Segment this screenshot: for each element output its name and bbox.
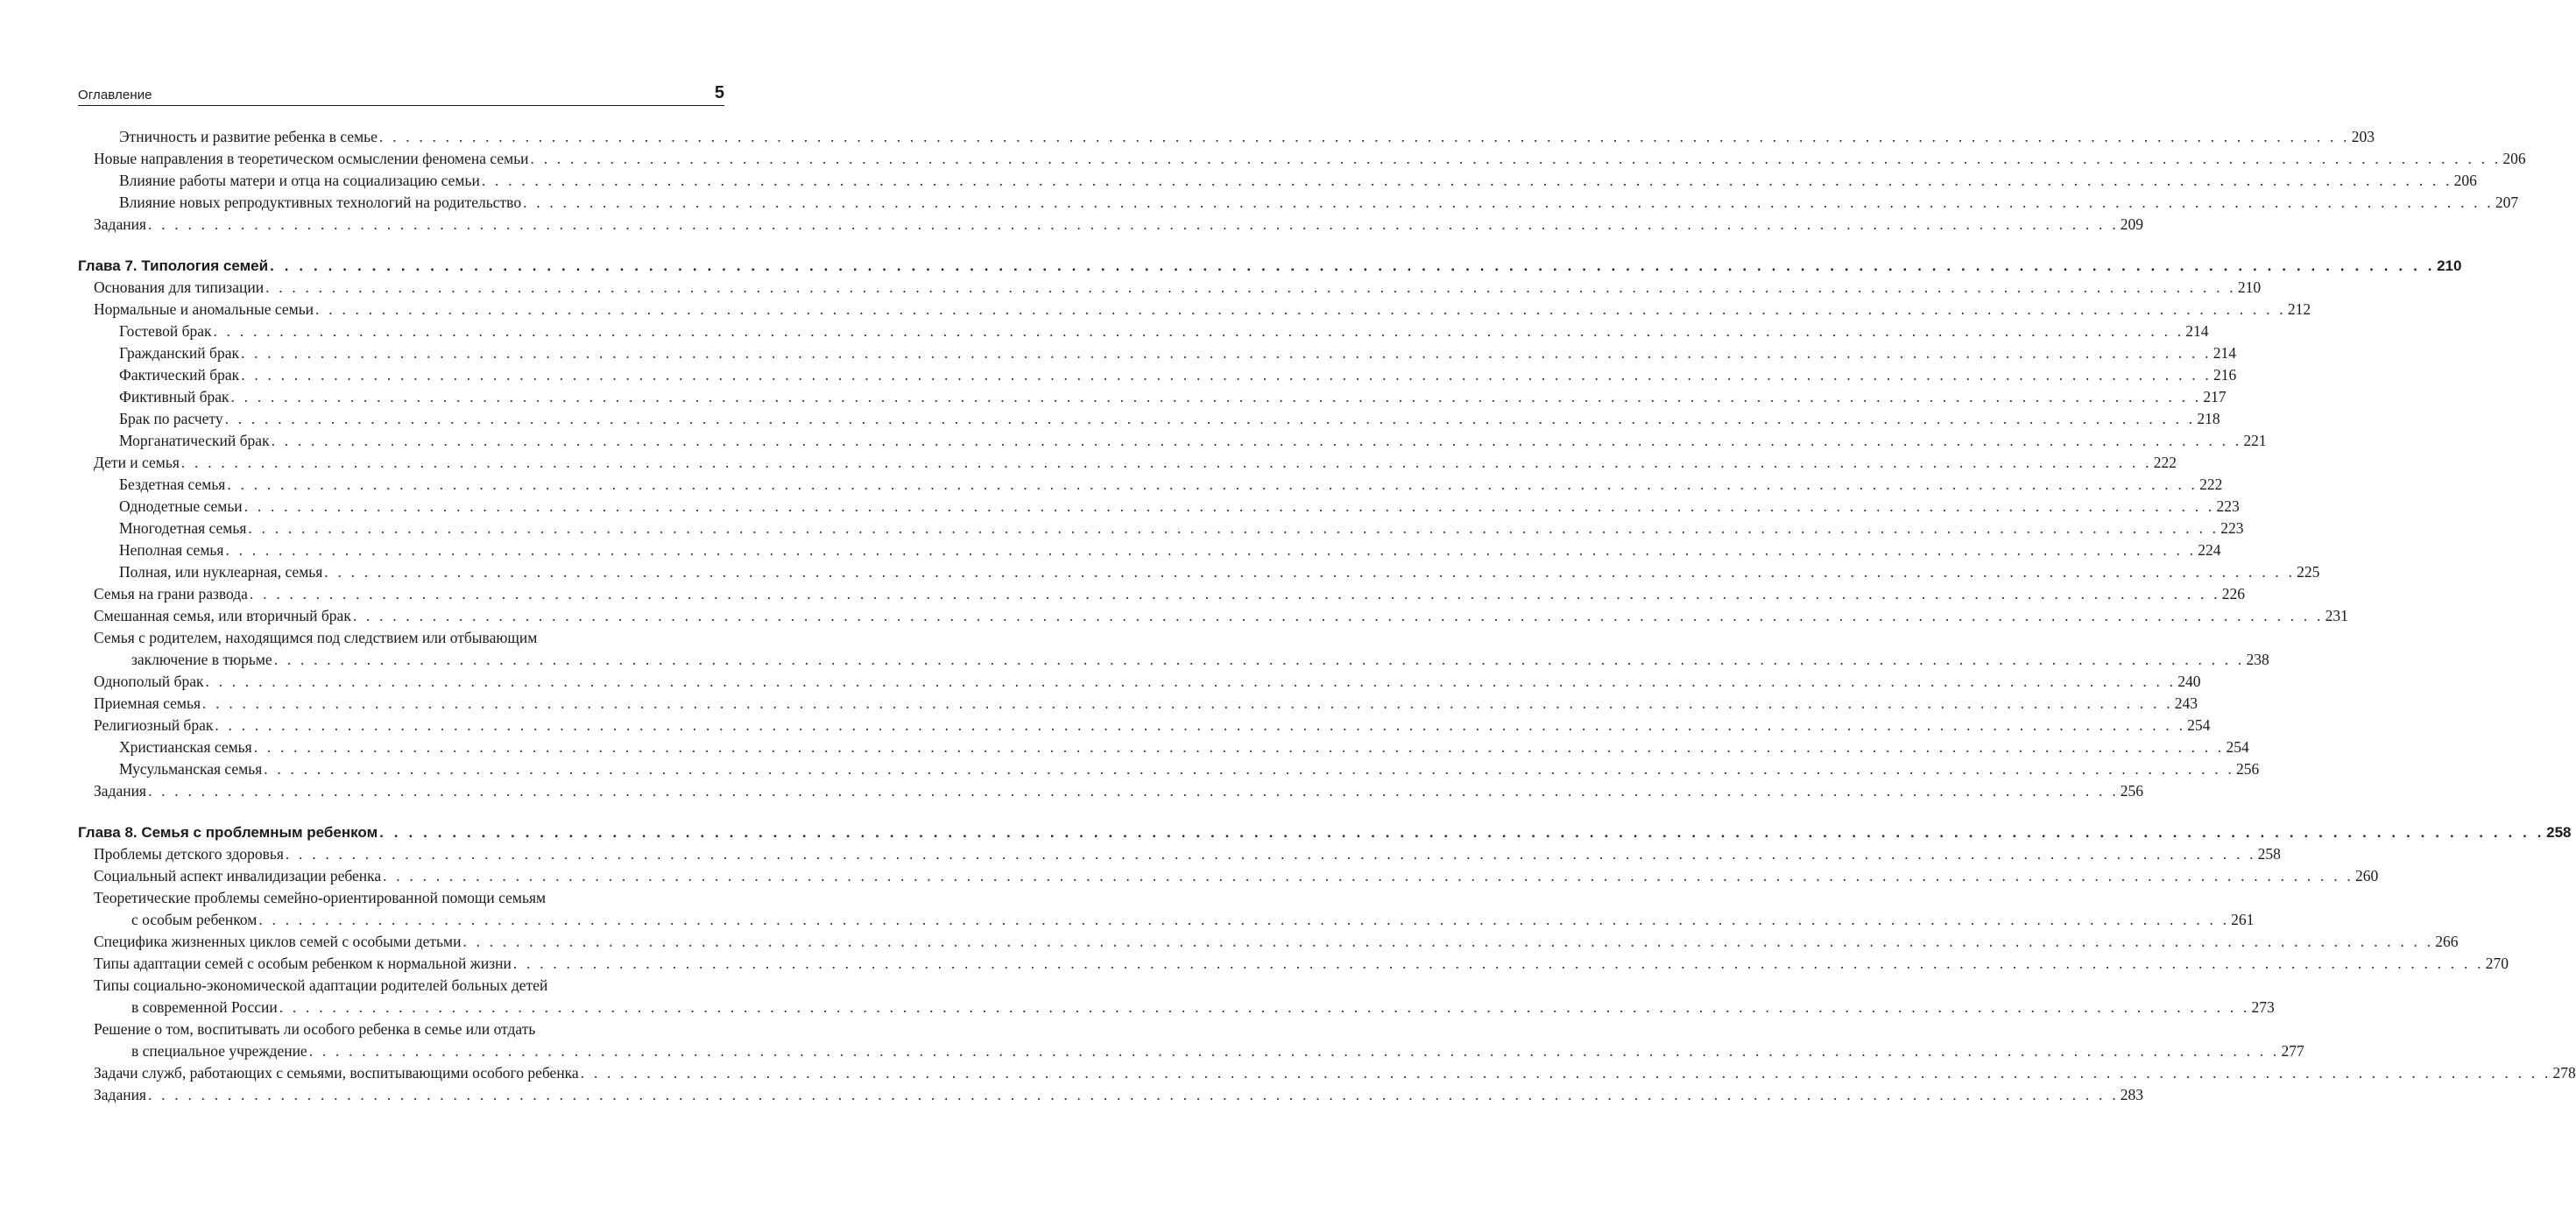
toc-entry <box>78 693 2198 715</box>
toc-entry-page: 212 <box>2287 300 2311 318</box>
toc-entry-page: 260 <box>2354 867 2379 884</box>
toc-entry <box>78 561 2320 583</box>
toc-entry <box>78 758 2260 780</box>
toc-entry-page: 254 <box>2226 738 2249 756</box>
toc-entry-page: 240 <box>2177 673 2201 690</box>
toc-entry <box>78 865 2379 887</box>
dot-leader: . . . . . . . . . . . . . . . . . . . . . . . . . . . . . . . . . . . . . . . . . . . . . . . . . . . . . . . . . . . . . . . . . . . . . . . . . . . . . . . . . . . . . . . . . . . . . . . . . . . . . . . . . . . . . . . . . . . . . . . . . . . . . . . . . . . . . . . . . . . . . . . . . . . . . <box>523 194 2494 211</box>
toc-entry <box>78 148 2526 170</box>
toc-entry-title: Задания <box>94 215 146 233</box>
toc-entry <box>78 843 2281 865</box>
toc-entry <box>78 430 2267 452</box>
toc-entry-title: Новые направления в теоретическом осмыслении феномена семьи <box>94 150 529 167</box>
dot-leader: . . . . . . . . . . . . . . . . . . . . . . . . . . . . . . . . . . . . . . . . . . . . . . . . . . . . . . . . . . . . . . . . . . . . . . . . . . . . . . . . . . . . . . . . . . . . . . . . . . . . . . . . . . . . . . . . . . . . . . . . . . . . . . . . . . . . . . . . . . . . . . . . . . . . . <box>241 366 2212 384</box>
toc-entry-page: 238 <box>2246 651 2269 668</box>
toc-chapter-title: Глава 8. Семья с проблемным ребенком <box>78 824 378 841</box>
toc-entry-title: Неполная семья <box>119 541 224 559</box>
toc-entry-page: 203 <box>2351 128 2375 145</box>
toc-entry-page: 222 <box>2153 454 2177 471</box>
toc-entry <box>78 452 2177 474</box>
toc-entry-page: 209 <box>2120 215 2144 233</box>
running-head <box>78 84 724 106</box>
toc-entry-page: 207 <box>2495 194 2519 211</box>
toc-entry <box>78 671 2201 693</box>
toc-entry-title: Фиктивный брак <box>119 388 229 405</box>
toc-entry <box>78 321 2209 342</box>
toc-entry <box>78 386 2227 408</box>
toc-entry-page: 254 <box>2187 716 2211 734</box>
dot-leader: . . . . . . . . . . . . . . . . . . . . . . . . . . . . . . . . . . . . . . . . . . . . . . . . . . . . . . . . . . . . . . . . . . . . . . . . . . . . . . . . . . . . . . . . . . . . . . . . . . . . . . . . . . . . . . . . . . . . . . . . . . . . . . . . . . . . . . . . . . . . . . . . . . . . . <box>213 322 2184 340</box>
toc-chapter-heading <box>78 255 2462 277</box>
toc-entry-title: Влияние новых репродуктивных технологий на родительство <box>119 194 522 211</box>
toc-entry <box>78 736 2249 758</box>
toc-entry <box>78 192 2519 214</box>
dot-leader: . . . . . . . . . . . . . . . . . . . . . . . . . . . . . . . . . . . . . . . . . . . . . . . . . . . . . . . . . . . . . . . . . . . . . . . . . . . . . . . . . . . . . . . . . . . . . . . . . . . . . . . . . . . . . . . . . . . . . . . . . . . . . . . . . . . . . . . . . . . . . . . . . . . . . <box>148 782 2119 800</box>
toc-chapter-page: 210 <box>2437 257 2462 274</box>
toc-entry <box>78 1062 2576 1084</box>
toc-entry <box>78 1084 2144 1106</box>
dot-leader: . . . . . . . . . . . . . . . . . . . . . . . . . . . . . . . . . . . . . . . . . . . . . . . . . . . . . . . . . . . . . . . . . . . . . . . . . . . . . . . . . . . . . . . . . . . . . . . . . . . . . . . . . . . . . . . . . . . . . . . . . . . . . . . . . . . . . . . . . . . . . . . . . . . . . <box>248 519 2220 537</box>
toc-entry <box>78 214 2144 236</box>
toc-entry-page: 206 <box>2502 150 2526 167</box>
dot-leader: . . . . . . . . . . . . . . . . . . . . . . . . . . . . . . . . . . . . . . . . . . . . . . . . . . . . . . . . . . . . . . . . . . . . . . . . . . . . . . . . . . . . . . . . . . . . . . . . . . . . . . . . . . . . . . . . . . . . . . . . . . . . . . . . . . . . . . . . . . . . . . . . . . . . . <box>379 824 2545 841</box>
dot-leader: . . . . . . . . . . . . . . . . . . . . . . . . . . . . . . . . . . . . . . . . . . . . . . . . . . . . . . . . . . . . . . . . . . . . . . . . . . . . . . . . . . . . . . . . . . . . . . . . . . . . . . . . . . . . . . . . . . . . . . . . . . . . . . . . . . . . . . . . . . . . . . . . . . . . . <box>324 563 2296 581</box>
dot-leader: . . . . . . . . . . . . . . . . . . . . . . . . . . . . . . . . . . . . . . . . . . . . . . . . . . . . . . . . . . . . . . . . . . . . . . . . . . . . . . . . . . . . . . . . . . . . . . . . . . . . . . . . . . . . . . . . . . . . . . . . . . . . . . . . . . . . . . . . . . . . . . . . . . . . . <box>273 651 2245 668</box>
dot-leader: . . . . . . . . . . . . . . . . . . . . . . . . . . . . . . . . . . . . . . . . . . . . . . . . . . . . . . . . . . . . . . . . . . . . . . . . . . . . . . . . . . . . . . . . . . . . . . . . . . . . . . . . . . . . . . . . . . . . . . . . . . . . . . . . . . . . . . . . . . . . . . . . . . . . . <box>148 1086 2119 1103</box>
dot-leader: . . . . . . . . . . . . . . . . . . . . . . . . . . . . . . . . . . . . . . . . . . . . . . . . . . . . . . . . . . . . . . . . . . . . . . . . . . . . . . . . . . . . . . . . . . . . . . . . . . . . . . . . . . . . . . . . . . . . . . . . . . . . . . . . . . . . . . . . . . . . . . . . . . . . . <box>205 673 2177 690</box>
toc-entry-title: Мусульманская семья <box>119 760 263 778</box>
dot-leader: . . . . . . . . . . . . . . . . . . . . . . . . . . . . . . . . . . . . . . . . . . . . . . . . . . . . . . . . . . . . . . . . . . . . . . . . . . . . . . . . . . . . . . . . . . . . . . . . . . . . . . . . . . . . . . . . . . . . . . . . . . . . . . . . . . . . . . . . . . . . . . . . . . . . . <box>352 607 2324 624</box>
dot-leader: . . . . . . . . . . . . . . . . . . . . . . . . . . . . . . . . . . . . . . . . . . . . . . . . . . . . . . . . . . . . . . . . . . . . . . . . . . . . . . . . . . . . . . . . . . . . . . . . . . . . . . . . . . . . . . . . . . . . . . . . . . . . . . . . . . . . . . . . . . . . . . . . . . . . . <box>279 998 2250 1016</box>
toc-entry-title: Брак по расчету <box>119 410 223 427</box>
dot-leader: . . . . . . . . . . . . . . . . . . . . . . . . . . . . . . . . . . . . . . . . . . . . . . . . . . . . . . . . . . . . . . . . . . . . . . . . . . . . . . . . . . . . . . . . . . . . . . . . . . . . . . . . . . . . . . . . . . . . . . . . . . . . . . . . . . . . . . . . . . . . . . . . . . . . . <box>308 1042 2280 1060</box>
toc-entry <box>78 518 2244 539</box>
toc-entry <box>78 539 2221 561</box>
toc-entry <box>78 931 2459 953</box>
toc-entry-page: 206 <box>2453 172 2477 189</box>
toc-entry <box>78 583 2245 605</box>
toc-entry-page: 216 <box>2213 366 2237 384</box>
toc-entry-page: 256 <box>2236 760 2260 778</box>
dot-leader: . . . . . . . . . . . . . . . . . . . . . . . . . . . . . . . . . . . . . . . . . . . . . . . . . . . . . . . . . . . . . . . . . . . . . . . . . . . . . . . . . . . . . . . . . . . . . . . . . . . . . . . . . . . . . . . . . . . . . . . . . . . . . . . . . . . . . . . . . . . . . . . . . . . . . <box>230 388 2202 405</box>
dot-leader: . . . . . . . . . . . . . . . . . . . . . . . . . . . . . . . . . . . . . . . . . . . . . . . . . . . . . . . . . . . . . . . . . . . . . . . . . . . . . . . . . . . . . . . . . . . . . . . . . . . . . . . . . . . . . . . . . . . . . . . . . . . . . . . . . . . . . . . . . . . . . . . . . . . . . <box>249 585 2220 602</box>
dot-leader: . . . . . . . . . . . . . . . . . . . . . . . . . . . . . . . . . . . . . . . . . . . . . . . . . . . . . . . . . . . . . . . . . . . . . . . . . . . . . . . . . . . . . . . . . . . . . . . . . . . . . . . . . . . . . . . . . . . . . . . . . . . . . . . . . . . . . . . . . . . . . . . . . . . . . <box>258 911 2230 928</box>
toc-entry-page: 221 <box>2243 432 2267 449</box>
toc-entry-page: 222 <box>2199 476 2223 493</box>
toc-entry-title: Семья с родителем, находящимся под следствием или отбывающим <box>94 629 538 646</box>
dot-leader: . . . . . . . . . . . . . . . . . . . . . . . . . . . . . . . . . . . . . . . . . . . . . . . . . . . . . . . . . . . . . . . . . . . . . . . . . . . . . . . . . . . . . . . . . . . . . . . . . . . . . . . . . . . . . . . . . . . . . . . . . . . . . . . . . . . . . . . . . . . . . . . . . . . . . <box>271 432 2242 449</box>
toc-entry-first-line <box>78 887 724 909</box>
toc-entry-title: Семья на грани развода <box>94 585 248 602</box>
toc-entry-page: 226 <box>2221 585 2245 602</box>
toc-entry-title: Христианская семья <box>119 738 252 756</box>
dot-leader: . . . . . . . . . . . . . . . . . . . . . . . . . . . . . . . . . . . . . . . . . . . . . . . . . . . . . . . . . . . . . . . . . . . . . . . . . . . . . . . . . . . . . . . . . . . . . . . . . . . . . . . . . . . . . . . . . . . . . . . . . . . . . . . . . . . . . . . . . . . . . . . . . . . . . <box>225 541 2197 559</box>
toc-entry-title: Фактический брак <box>119 366 240 384</box>
toc-entry-title: Задания <box>94 1086 146 1103</box>
toc-chapter-title: Глава 7. Типология семей <box>78 257 269 274</box>
dot-leader: . . . . . . . . . . . . . . . . . . . . . . . . . . . . . . . . . . . . . . . . . . . . . . . . . . . . . . . . . . . . . . . . . . . . . . . . . . . . . . . . . . . . . . . . . . . . . . . . . . . . . . . . . . . . . . . . . . . . . . . . . . . . . . . . . . . . . . . . . . . . . . . . . . . . . <box>148 215 2119 233</box>
dot-leader: . . . . . . . . . . . . . . . . . . . . . . . . . . . . . . . . . . . . . . . . . . . . . . . . . . . . . . . . . . . . . . . . . . . . . . . . . . . . . . . . . . . . . . . . . . . . . . . . . . . . . . . . . . . . . . . . . . . . . . . . . . . . . . . . . . . . . . . . . . . . . . . . . . . . . <box>462 933 2434 950</box>
toc-entry <box>78 496 2240 518</box>
toc-entry-page: 214 <box>2185 322 2209 340</box>
toc-entry-title: Полная, или нуклеарная, семья <box>119 563 323 581</box>
toc-entry <box>78 126 2375 148</box>
toc-entry-title: Нормальные и аномальные семьи <box>94 300 314 318</box>
toc-entry-first-line <box>78 1018 724 1040</box>
toc-entry-continuation <box>78 649 2269 671</box>
dot-leader: . . . . . . . . . . . . . . . . . . . . . . . . . . . . . . . . . . . . . . . . . . . . . . . . . . . . . . . . . . . . . . . . . . . . . . . . . . . . . . . . . . . . . . . . . . . . . . . . . . . . . . . . . . . . . . . . . . . . . . . . . . . . . . . . . . . . . . . . . . . . . . . . . . . . . <box>243 497 2215 515</box>
toc-entry-title: Решение о том, воспитывать ли особого ребенка в семье или отдать <box>94 1020 536 1038</box>
dot-leader: . . . . . . . . . . . . . . . . . . . . . . . . . . . . . . . . . . . . . . . . . . . . . . . . . . . . . . . . . . . . . . . . . . . . . . . . . . . . . . . . . . . . . . . . . . . . . . . . . . . . . . . . . . . . . . . . . . . . . . . . . . . . . . . . . . . . . . . . . . . . . . . . . . . . . <box>264 760 2235 778</box>
toc-entry-page: 273 <box>2251 998 2275 1016</box>
toc-entry-page: 225 <box>2297 563 2320 581</box>
toc-entry-title: Бездетная семья <box>119 476 226 493</box>
toc-entry-title: Религиозный брак <box>94 716 214 734</box>
toc-entry-page: 266 <box>2435 933 2459 950</box>
dot-leader: . . . . . . . . . . . . . . . . . . . . . . . . . . . . . . . . . . . . . . . . . . . . . . . . . . . . . . . . . . . . . . . . . . . . . . . . . . . . . . . . . . . . . . . . . . . . . . . . . . . . . . . . . . . . . . . . . . . . . . . . . . . . . . . . . . . . . . . . . . . . . . . . . . . . . <box>315 300 2286 318</box>
toc-entry-title: Этничность и развитие ребенка в семье <box>119 128 378 145</box>
toc-entry <box>78 170 2477 192</box>
toc-entry <box>78 953 2509 975</box>
toc-entry-page: 277 <box>2281 1042 2304 1060</box>
toc-entry-page: 223 <box>2220 519 2244 537</box>
toc-entry-page: 256 <box>2120 782 2144 800</box>
dot-leader: . . . . . . . . . . . . . . . . . . . . . . . . . . . . . . . . . . . . . . . . . . . . . . . . . . . . . . . . . . . . . . . . . . . . . . . . . . . . . . . . . . . . . . . . . . . . . . . . . . . . . . . . . . . . . . . . . . . . . . . . . . . . . . . . . . . . . . . . . . . . . . . . . . . . . <box>202 694 2173 712</box>
toc-entry-first-line <box>78 975 724 997</box>
toc-entry-title: Однополый брак <box>94 673 204 690</box>
dot-leader: . . . . . . . . . . . . . . . . . . . . . . . . . . . . . . . . . . . . . . . . . . . . . . . . . . . . . . . . . . . . . . . . . . . . . . . . . . . . . . . . . . . . . . . . . . . . . . . . . . . . . . . . . . . . . . . . . . . . . . . . . . . . . . . . . . . . . . . . . . . . . . . . . . . . . <box>378 128 2350 145</box>
toc-entry-page: 218 <box>2197 410 2220 427</box>
toc-entry-page: 231 <box>2325 607 2348 624</box>
toc-entry-page: 278 <box>2552 1064 2576 1082</box>
toc-entry-title: Приемная семья <box>94 694 201 712</box>
toc-entry <box>78 408 2220 430</box>
toc-entry <box>78 605 2348 627</box>
dot-leader: . . . . . . . . . . . . . . . . . . . . . . . . . . . . . . . . . . . . . . . . . . . . . . . . . . . . . . . . . . . . . . . . . . . . . . . . . . . . . . . . . . . . . . . . . . . . . . . . . . . . . . . . . . . . . . . . . . . . . . . . . . . . . . . . . . . . . . . . . . . . . . . . . . . . . <box>512 955 2484 972</box>
toc-entry-page: 261 <box>2231 911 2255 928</box>
toc-entry-title: Типы социально-экономической адаптации родителей больных детей <box>94 976 548 994</box>
dot-leader: . . . . . . . . . . . . . . . . . . . . . . . . . . . . . . . . . . . . . . . . . . . . . . . . . . . . . . . . . . . . . . . . . . . . . . . . . . . . . . . . . . . . . . . . . . . . . . . . . . . . . . . . . . . . . . . . . . . . . . . . . . . . . . . . . . . . . . . . . . . . . . . . . . . . . <box>227 476 2198 493</box>
toc-entry <box>78 364 2237 386</box>
toc-chapter-heading <box>78 821 2572 843</box>
toc-entry-title: Задачи служб, работающих с семьями, воспитывающими особого ребенка <box>94 1064 579 1082</box>
toc-entry-title: Влияние работы матери и отца на социализацию семьи <box>119 172 480 189</box>
running-head-page-number: 5 <box>714 83 724 102</box>
dot-leader: . . . . . . . . . . . . . . . . . . . . . . . . . . . . . . . . . . . . . . . . . . . . . . . . . . . . . . . . . . . . . . . . . . . . . . . . . . . . . . . . . . . . . . . . . . . . . . . . . . . . . . . . . . . . . . . . . . . . . . . . . . . . . . . . . . . . . . . . . . . . . . . . . . . . . <box>270 257 2436 274</box>
toc-entry-title-continuation: с особым ребенком <box>131 911 258 928</box>
toc-entry-page: 283 <box>2120 1086 2144 1103</box>
toc-entry-title-continuation: в современной России <box>131 998 278 1016</box>
toc-entry-title: Социальный аспект инвалидизации ребенка <box>94 867 382 884</box>
toc-entry <box>78 299 2311 321</box>
toc-entry-title: Гостевой брак <box>119 322 212 340</box>
toc-entry-page: 270 <box>2485 955 2509 972</box>
toc-entry-title: Типы адаптации семей с особым ребенком к нормальной жизни <box>94 955 512 972</box>
toc-entry-page: 223 <box>2216 497 2240 515</box>
dot-leader: . . . . . . . . . . . . . . . . . . . . . . . . . . . . . . . . . . . . . . . . . . . . . . . . . . . . . . . . . . . . . . . . . . . . . . . . . . . . . . . . . . . . . . . . . . . . . . . . . . . . . . . . . . . . . . . . . . . . . . . . . . . . . . . . . . . . . . . . . . . . . . . . . . . . . <box>265 278 2236 296</box>
dot-leader: . . . . . . . . . . . . . . . . . . . . . . . . . . . . . . . . . . . . . . . . . . . . . . . . . . . . . . . . . . . . . . . . . . . . . . . . . . . . . . . . . . . . . . . . . . . . . . . . . . . . . . . . . . . . . . . . . . . . . . . . . . . . . . . . . . . . . . . . . . . . . . . . . . . . . <box>253 738 2225 756</box>
toc-entry-page: 243 <box>2174 694 2198 712</box>
dot-leader: . . . . . . . . . . . . . . . . . . . . . . . . . . . . . . . . . . . . . . . . . . . . . . . . . . . . . . . . . . . . . . . . . . . . . . . . . . . . . . . . . . . . . . . . . . . . . . . . . . . . . . . . . . . . . . . . . . . . . . . . . . . . . . . . . . . . . . . . . . . . . . . . . . . . . <box>224 410 2196 427</box>
toc-entry <box>78 277 2262 299</box>
toc-entry-title: Проблемы детского здоровья <box>94 845 284 863</box>
toc-entry-continuation <box>78 1040 2304 1062</box>
toc-entry-title: Специфика жизненных циклов семей с особыми детьми <box>94 933 462 950</box>
toc-chapter-page: 258 <box>2546 824 2572 841</box>
toc-entry-page: 210 <box>2237 278 2262 296</box>
dot-leader: . . . . . . . . . . . . . . . . . . . . . . . . . . . . . . . . . . . . . . . . . . . . . . . . . . . . . . . . . . . . . . . . . . . . . . . . . . . . . . . . . . . . . . . . . . . . . . . . . . . . . . . . . . . . . . . . . . . . . . . . . . . . . . . . . . . . . . . . . . . . . . . . . . . . . <box>180 454 2152 471</box>
toc-entry-continuation <box>78 997 2275 1018</box>
dot-leader: . . . . . . . . . . . . . . . . . . . . . . . . . . . . . . . . . . . . . . . . . . . . . . . . . . . . . . . . . . . . . . . . . . . . . . . . . . . . . . . . . . . . . . . . . . . . . . . . . . . . . . . . . . . . . . . . . . . . . . . . . . . . . . . . . . . . . . . . . . . . . . . . . . . . . <box>530 150 2502 167</box>
dot-leader: . . . . . . . . . . . . . . . . . . . . . . . . . . . . . . . . . . . . . . . . . . . . . . . . . . . . . . . . . . . . . . . . . . . . . . . . . . . . . . . . . . . . . . . . . . . . . . . . . . . . . . . . . . . . . . . . . . . . . . . . . . . . . . . . . . . . . . . . . . . . . . . . . . . . . <box>240 344 2212 362</box>
dot-leader: . . . . . . . . . . . . . . . . . . . . . . . . . . . . . . . . . . . . . . . . . . . . . . . . . . . . . . . . . . . . . . . . . . . . . . . . . . . . . . . . . . . . . . . . . . . . . . . . . . . . . . . . . . . . . . . . . . . . . . . . . . . . . . . . . . . . . . . . . . . . . . . . . . . . . <box>383 867 2354 884</box>
toc-entry-page: 224 <box>2198 541 2221 559</box>
toc-entry-continuation <box>78 909 2255 931</box>
toc-entry-title: Гражданский брак <box>119 344 239 362</box>
toc-entry-title: Основания для типизации <box>94 278 265 296</box>
toc-entry-page: 214 <box>2213 344 2236 362</box>
toc-entry <box>78 715 2211 736</box>
toc-entry-title: Задания <box>94 782 146 800</box>
dot-leader: . . . . . . . . . . . . . . . . . . . . . . . . . . . . . . . . . . . . . . . . . . . . . . . . . . . . . . . . . . . . . . . . . . . . . . . . . . . . . . . . . . . . . . . . . . . . . . . . . . . . . . . . . . . . . . . . . . . . . . . . . . . . . . . . . . . . . . . . . . . . . . . . . . . . . <box>215 716 2186 734</box>
toc-entry-title: Смешанная семья, или вторичный брак <box>94 607 351 624</box>
toc-entry-title-continuation: в специальное учреждение <box>131 1042 307 1060</box>
toc-entry <box>78 780 2144 802</box>
toc-entry-title: Дети и семья <box>94 454 180 471</box>
dot-leader: . . . . . . . . . . . . . . . . . . . . . . . . . . . . . . . . . . . . . . . . . . . . . . . . . . . . . . . . . . . . . . . . . . . . . . . . . . . . . . . . . . . . . . . . . . . . . . . . . . . . . . . . . . . . . . . . . . . . . . . . . . . . . . . . . . . . . . . . . . . . . . . . . . . . . <box>580 1064 2551 1082</box>
toc-entry-title-continuation: заключение в тюрьме <box>131 651 272 668</box>
toc-entry-first-line <box>78 627 724 649</box>
toc-entry <box>78 474 2223 496</box>
dot-leader: . . . . . . . . . . . . . . . . . . . . . . . . . . . . . . . . . . . . . . . . . . . . . . . . . . . . . . . . . . . . . . . . . . . . . . . . . . . . . . . . . . . . . . . . . . . . . . . . . . . . . . . . . . . . . . . . . . . . . . . . . . . . . . . . . . . . . . . . . . . . . . . . . . . . . <box>285 845 2256 863</box>
running-head-title: Оглавление <box>78 88 152 102</box>
toc-entry-title: Многодетная семья <box>119 519 247 537</box>
toc-entry-title: Однодетные семьи <box>119 497 243 515</box>
dot-leader: . . . . . . . . . . . . . . . . . . . . . . . . . . . . . . . . . . . . . . . . . . . . . . . . . . . . . . . . . . . . . . . . . . . . . . . . . . . . . . . . . . . . . . . . . . . . . . . . . . . . . . . . . . . . . . . . . . . . . . . . . . . . . . . . . . . . . . . . . . . . . . . . . . . . . <box>481 172 2452 189</box>
toc-entry-title: Теоретические проблемы семейно-ориентированной помощи семьям <box>94 889 547 906</box>
toc-entry-page: 217 <box>2203 388 2227 405</box>
toc-entry-title: Морганатический брак <box>119 432 270 449</box>
table-of-contents <box>78 126 2576 1106</box>
toc-entry <box>78 342 2236 364</box>
toc-entry-page: 258 <box>2257 845 2281 863</box>
